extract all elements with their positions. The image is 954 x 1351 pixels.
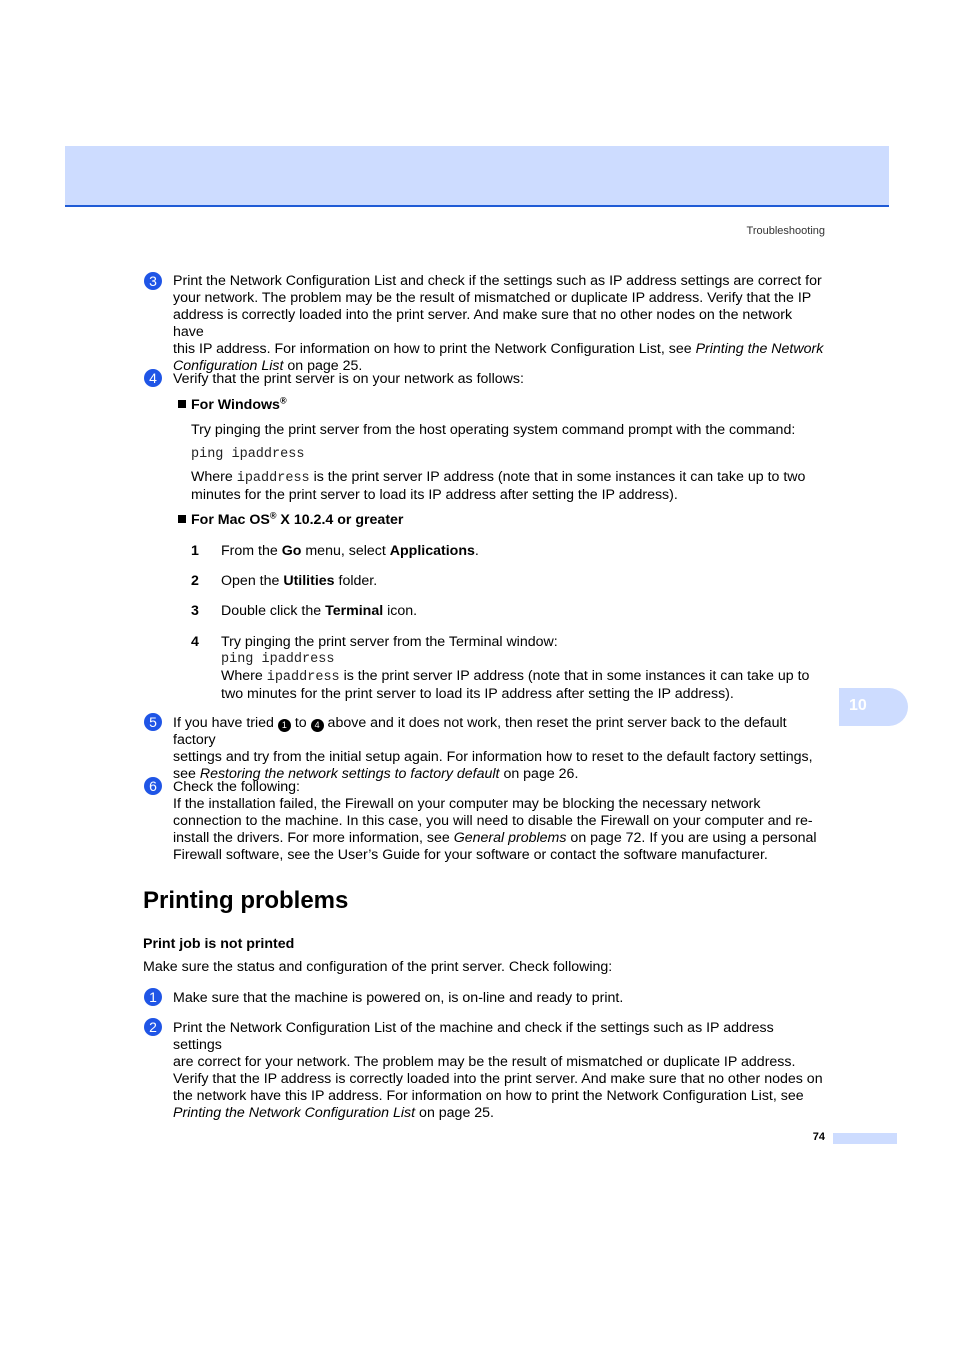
- windows-where-line-1: [191, 469, 825, 487]
- step-5-pre: If you have tried: [173, 715, 278, 731]
- mac-step-number-4: 4: [191, 634, 199, 650]
- step-5-text: [173, 715, 825, 783]
- windows-where: [191, 469, 825, 504]
- windows-where-line-2: minutes for the print server to load its IP address after setting the IP address).: [191, 487, 678, 503]
- xref-link-cont[interactable]: Configuration List: [173, 358, 284, 374]
- section-intro: Make sure the status and configuration of the print server. Check following:: [143, 959, 613, 975]
- windows-text: Try pinging the print server from the host operating system command prompt with the command:: [191, 422, 796, 438]
- mac-step-number-2: 2: [191, 573, 199, 589]
- mac-step-2-post: folder.: [334, 573, 378, 589]
- step-4-text: Verify that the print server is on your network as follows:: [173, 371, 524, 387]
- step-3-line-1: Print the Network Configuration List and check if the settings such as IP address settings are correct for: [173, 273, 822, 289]
- step-5-tail: on page 26.: [499, 766, 579, 782]
- running-head: Troubleshooting: [746, 225, 825, 237]
- code-ipaddress: ipaddress: [236, 471, 310, 486]
- mac-heading-post: X 10.2.4 or greater: [276, 512, 404, 528]
- mac-step-1-pre: From the: [221, 543, 282, 559]
- step-6-line-5: Firewall software, see the User’s Guide for your software or contact the software manufacturer.: [173, 847, 768, 863]
- pp-step-2-line-1: Print the Network Configuration List of the machine and check if the settings such as IP address settings: [173, 1020, 774, 1053]
- step-5-mid: to: [290, 715, 311, 731]
- menu-applications: Applications: [389, 543, 475, 559]
- step-6-line-4: [173, 830, 825, 847]
- xref-link[interactable]: Printing the Network: [695, 341, 824, 357]
- registered-mark: ®: [279, 395, 287, 406]
- menu-go: Go: [281, 543, 302, 559]
- xref-link[interactable]: Printing the Network Configuration List: [173, 1105, 416, 1121]
- step-6-line-2: If the installation failed, the Firewall on your computer may be blocking the necessary network: [173, 796, 761, 812]
- mac-step-1-post: .: [474, 543, 479, 559]
- mac-step-4-text: [221, 634, 825, 703]
- mac-step-number-1: 1: [191, 543, 199, 559]
- pp-step-2-line-4: the network have this IP address. For information on how to print the Network Configuration List, see: [173, 1088, 804, 1104]
- step-3-line-4-text: this IP address. For information on how to print the Network Configuration List, see: [173, 341, 696, 357]
- bullet-square-icon: [178, 515, 186, 523]
- pp-step-1-text: Make sure that the machine is powered on, is on-line and ready to print.: [173, 990, 624, 1006]
- step-6-line-4-tail: on page 72. If you are using a personal: [566, 830, 817, 846]
- xref-link[interactable]: Restoring the network settings to factory default: [199, 766, 500, 782]
- step-6-line-3: connection to the machine. In this case, you will need to disable the Firewall on your computer and re-: [173, 813, 813, 829]
- mac-step-3-text: [221, 603, 825, 620]
- step-3-line-2: your network. The problem may be the result of mismatched or duplicate IP address. Verify that the IP: [173, 290, 812, 306]
- mac-step-1-mid: menu, select: [301, 543, 390, 559]
- registered-mark: ®: [269, 510, 277, 521]
- pp-step-2-line-2: are correct for your network. The problem may be the result of mismatched or duplicate IP address.: [173, 1054, 796, 1070]
- mac-step-2-text: [221, 573, 825, 590]
- step-5-line-3-pre: see: [173, 766, 200, 782]
- pp-step-2-line-5: [173, 1105, 825, 1122]
- where-desc: is the print server IP address (note that in some instances it can take up to two: [309, 469, 806, 485]
- step-5-line-1: [173, 715, 825, 749]
- icon-terminal: Terminal: [325, 603, 384, 619]
- mac-step-4-line-1: Try pinging the print server from the Terminal window:: [221, 634, 558, 650]
- code-ipaddress: ipaddress: [266, 670, 340, 685]
- page-number: 74: [812, 1131, 825, 1143]
- step-ref-1-icon: 1: [278, 719, 291, 732]
- windows-heading-text: For Windows: [191, 397, 280, 413]
- step-6-text: [173, 779, 825, 864]
- step-5-line-2: settings and try from the initial setup again. For information how to reset to the default factory settings,: [173, 749, 813, 765]
- mac-where-line-1: [221, 668, 825, 686]
- chapter-header-band: [65, 146, 889, 207]
- mac-heading-pre: For Mac OS: [191, 512, 270, 528]
- mac-step-1-text: [221, 543, 825, 560]
- folder-utilities: Utilities: [283, 573, 335, 589]
- windows-command: ping ipaddress: [191, 447, 305, 462]
- step-6-line-4-pre: install the drivers. For more information, see: [173, 830, 454, 846]
- step-5-post: above and it does not work, then reset the print server back to the default factory: [173, 715, 787, 748]
- step-3-tail: on page 25.: [283, 358, 363, 374]
- page-number-bar: [833, 1133, 897, 1144]
- pp-step-2-text: [173, 1020, 825, 1122]
- mac-step-3-pre: Double click the: [221, 603, 326, 619]
- where-desc: is the print server IP address (note that in some instances it can take up to: [339, 668, 810, 684]
- mac-heading: [178, 512, 403, 529]
- where-label: Where: [221, 668, 267, 684]
- step-3-text: [173, 273, 825, 375]
- mac-step-number-3: 3: [191, 603, 199, 619]
- mac-step-2-pre: Open the: [221, 573, 284, 589]
- step-badge-2: 2: [144, 1018, 162, 1036]
- section-subtitle: Print job is not printed: [143, 936, 295, 952]
- step-6-line-1: Check the following:: [173, 779, 300, 795]
- mac-command: ping ipaddress: [221, 652, 335, 667]
- mac-where-line-2: two minutes for the print server to load its IP address after setting the IP address).: [221, 686, 734, 702]
- xref-link[interactable]: General problems: [453, 830, 567, 846]
- bullet-square-icon: [178, 400, 186, 408]
- pp-step-2-tail: on page 25.: [415, 1105, 494, 1121]
- chapter-number: 10: [849, 697, 867, 714]
- where-label: Where: [191, 469, 237, 485]
- windows-heading: [178, 397, 287, 414]
- step-badge-5: 5: [144, 713, 162, 731]
- pp-step-2-line-3: Verify that the IP address is correctly loaded into the print server. And make sure that no other nodes on: [173, 1071, 823, 1087]
- step-badge-4: 4: [144, 369, 162, 387]
- mac-step-3-post: icon.: [383, 603, 418, 619]
- step-3-line-4: [173, 341, 825, 358]
- step-badge-3: 3: [144, 272, 162, 290]
- step-3-line-3: address is correctly loaded into the print server. And make sure that no other nodes on the network have: [173, 307, 793, 340]
- chapter-tab: [839, 688, 908, 726]
- step-ref-4-icon: 4: [311, 719, 324, 732]
- section-title: Printing problems: [143, 887, 349, 914]
- step-badge-6: 6: [144, 777, 162, 795]
- step-badge-1: 1: [144, 988, 162, 1006]
